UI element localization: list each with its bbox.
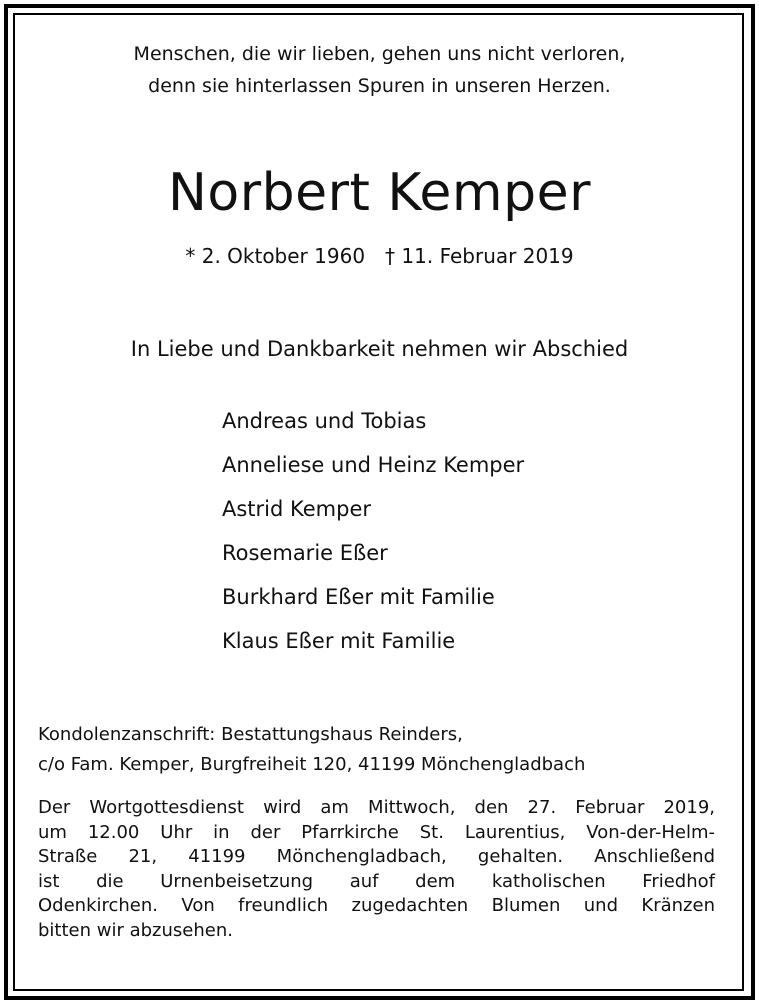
service-line: bitten wir abzusehen. [38,919,233,941]
mourner: Astrid Kemper [222,497,371,521]
mourner: Klaus Eßer mit Familie [222,629,456,653]
birth-date: * 2. Oktober 1960 [185,244,366,268]
death-date: † 11. Februar 2019 [385,244,574,268]
service-line: Odenkirchen. Von freundlich zugedachten Blumen und Kränzen [38,895,715,916]
address-line-1: Kondolenzanschrift: Bestattungshaus Reinders, [38,724,463,745]
mourner: Andreas und Tobias [222,409,427,433]
farewell-line: In Liebe und Dankbarkeit nehmen wir Abschied [130,337,629,361]
service-notice [38,796,715,943]
deceased-name: Norbert Kemper [168,163,591,223]
mourners-list [222,402,524,666]
motto-line-1: Menschen, die wir lieben, gehen uns nicht verloren, [133,43,626,65]
service-line: Der Wortgottesdienst wird am Mittwoch, den 27. Februar 2019, [38,797,715,818]
address-line-2: c/o Fam. Kemper, Burgfreiheit 120, 41199 Mönchengladbach [38,754,586,775]
life-dates [0,240,759,272]
condolence-address [38,720,585,780]
motto-line-2: denn sie hinterlassen Spuren in unseren Herzen. [148,75,611,97]
service-line: um 12.00 Uhr in der Pfarrkirche St. Laurentius, Von-der-Helm- [38,821,715,843]
service-line: ist die Urnenbeisetzung auf dem katholischen Friedhof [38,870,715,892]
service-line: Straße 21, 41199 Mönchengladbach, gehalten. Anschließend [38,846,715,867]
mourner: Rosemarie Eßer [222,541,388,565]
mourner: Burkhard Eßer mit Familie [222,585,495,609]
mourner: Anneliese und Heinz Kemper [222,453,525,477]
motto [0,38,759,102]
